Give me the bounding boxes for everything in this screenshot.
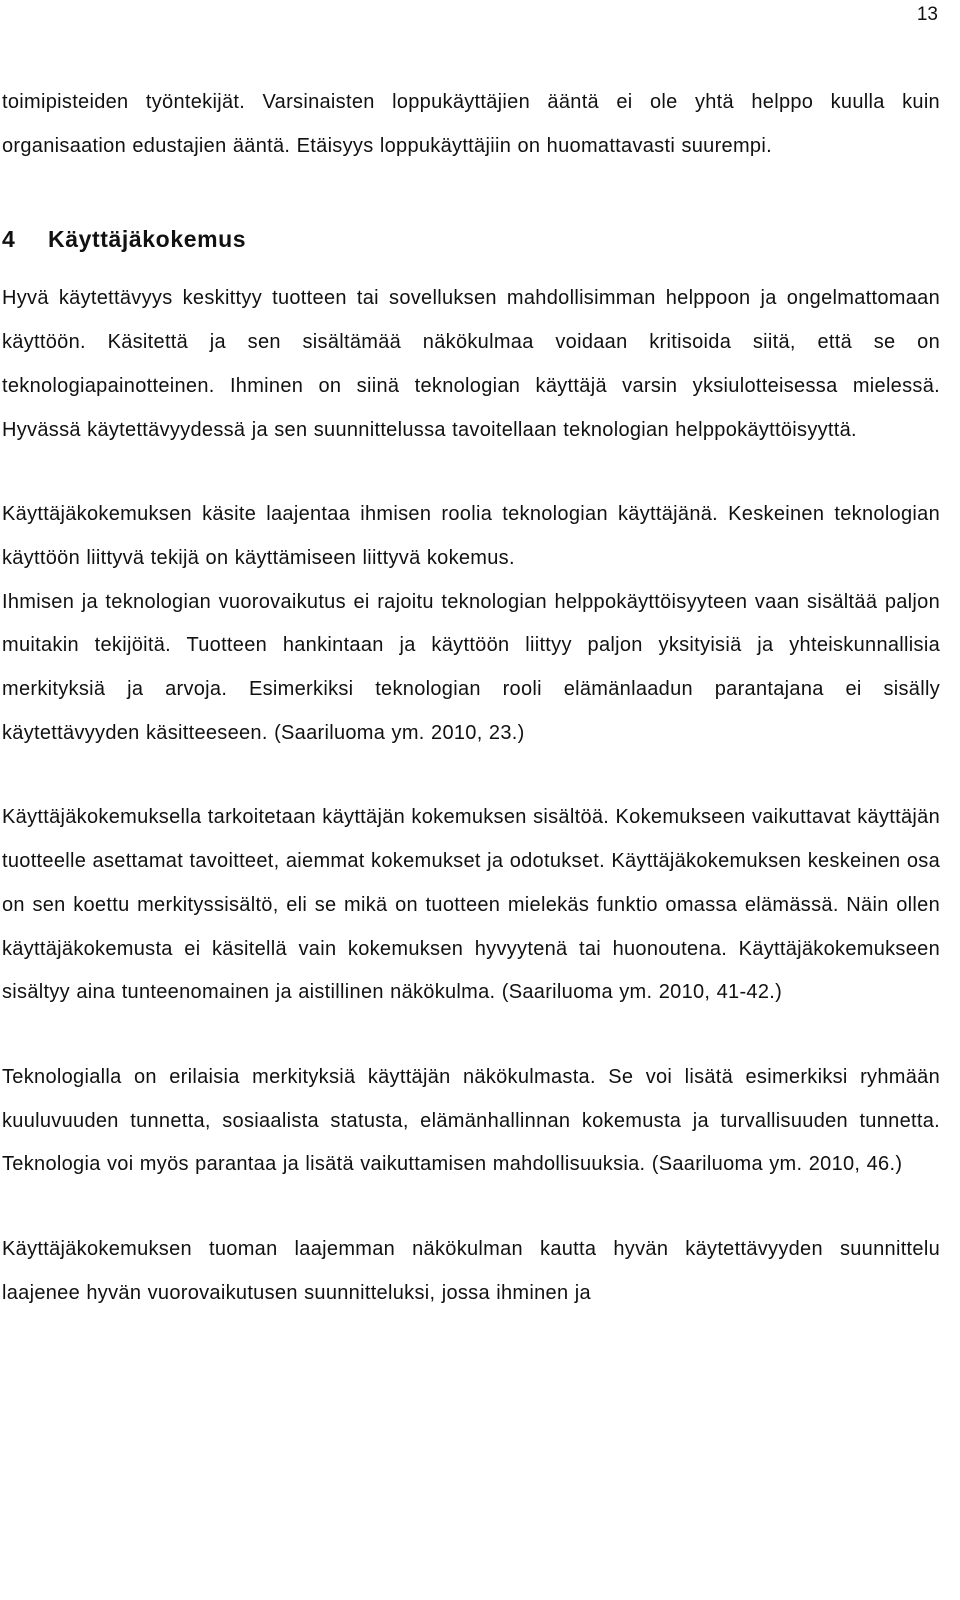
page-number: 13: [916, 4, 938, 25]
paragraph-interaction: Ihmisen ja teknologian vuorovaikutus ei rajoitu teknologian helppokäyttöisyyteen vaan sisältää paljon muitakin tekijöitä. Tuotteen hankintaan ja käyttöön liittyy paljon yksityisiä ja yhteiskunnallisia merkityksiä ja arvoja. Esimerkiksi teknologian rooli elämänlaadun parantajana ei sisälly käytettävyyden käsitteeseen. (Saariluoma ym. 2010, 23.): [2, 590, 940, 744]
section-number: 4: [2, 226, 16, 253]
paragraph-ux-definition: Käyttäjäkokemuksella tarkoitetaan käyttäjän kokemuksen sisältöä. Kokemukseen vaikuttavat käyttäjän tuotteelle asettamat tavoitteet, aiemmat kokemukset ja odotukset. Käyttäjäkokemuksen keskeinen osa on sen koettu merkityssisältö, eli se mikä on tuotteen mielekäs funktio omassa elämässä. Näin ollen käyttäjäkokemusta ei käsitellä vain kokemuksen hyvyytenä tai huonoutena. Käyttäjäkokemukseen sisältyy aina tunteenomainen ja aistillinen näkökulma. (Saariluoma ym. 2010, 41-42.): [2, 806, 940, 1004]
document-body: [2, 81, 940, 1315]
section-title: Käyttäjäkokemus: [48, 226, 247, 253]
paragraph-meanings: Teknologialla on erilaisia merkityksiä käyttäjän näkökulmasta. Se voi lisätä esimerkiksi ryhmään kuuluvuuden tunnetta, sosiaalista statusta, elämänhallinnan kokemusta ja turvallisuuden tunnetta. Teknologia voi myös parantaa ja lisätä vaikuttamisen mahdollisuuksia. (Saariluoma ym. 2010, 46.): [2, 1065, 940, 1176]
section-heading: [2, 224, 940, 254]
paragraph-ux-concept: Käyttäjäkokemuksen käsite laajentaa ihmisen roolia teknologian käyttäjänä. Keskeinen teknologian käyttöön liittyvä tekijä on käyttämiseen liittyvä kokemus.: [2, 503, 940, 569]
paragraph-intro-continuation: toimipisteiden työntekijät. Varsinaisten loppukäyttäjien ääntä ei ole yhtä helppo kuulla kuin organisaation edustajien ääntä. Etäisyys loppukäyttäjiin on huomattavasti suurempi.: [2, 91, 940, 157]
paragraph-usability: Hyvä käytettävyys keskittyy tuotteen tai sovelluksen mahdollisimman helppoon ja ongelmattomaan käyttöön. Käsitettä ja sen sisältämää näkökulmaa voidaan kritisoida siitä, että se on teknologiapainotteinen. Ihminen on siinä teknologian käyttäjä varsin yksiulotteisessa mielessä. Hyvässä käytettävyydessä ja sen suunnittelussa tavoitellaan teknologian helppokäyttöisyyttä.: [2, 287, 940, 441]
paragraph-broader-view: Käyttäjäkokemuksen tuoman laajemman näkökulman kautta hyvän käytettävyyden suunnittelu laajenee hyvän vuorovaikutusen suunnitteluksi, jossa ihminen ja: [2, 1238, 940, 1304]
